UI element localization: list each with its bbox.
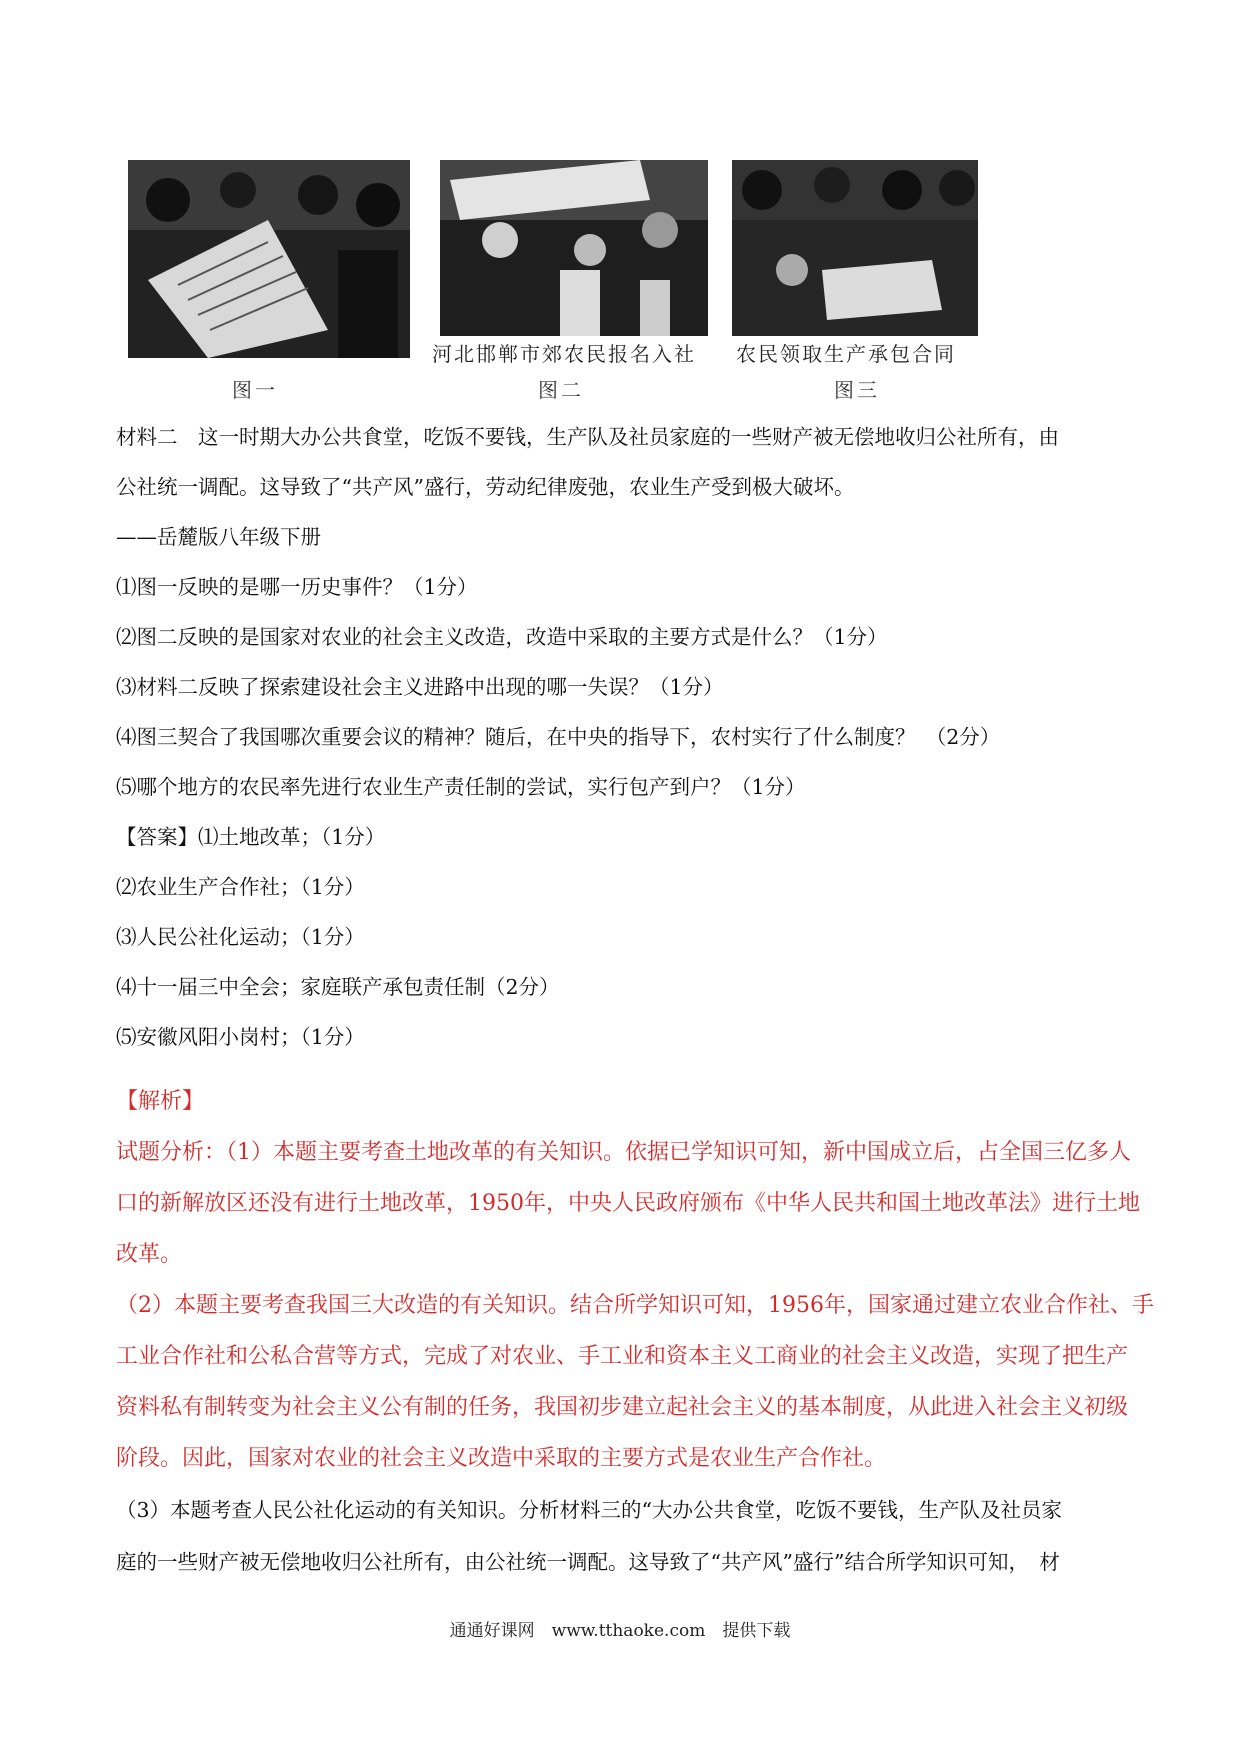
analysis-line: 工业合作社和公私合营等方式，完成了对农业、手工业和资本主义工商业的社会主义改造，实现了把生产 — [116, 1344, 1129, 1369]
material-and-questions — [116, 412, 1136, 1062]
photo-land-reform — [128, 160, 410, 358]
answer-1: 【答案】⑴土地改革；（1分） — [116, 825, 386, 849]
analysis-heading: 【解析】 — [116, 1089, 205, 1114]
analysis-line: 阶段。因此，国家对农业的社会主义改造中采取的主要方式是农业生产合作社。 — [116, 1446, 887, 1471]
analysis-line: 口的新解放区还没有进行土地改革，1950年，中央人民政府颁布《中华人民共和国土地改革法》进行土地 — [116, 1191, 1140, 1216]
analysis-line: 资料私有制转变为社会主义公有制的任务，我国初步建立起社会主义的基本制度，从此进入社会主义初级 — [116, 1395, 1129, 1420]
figure-3-caption: 农民领取生产承包合同 — [736, 342, 956, 366]
question-1: ⑴图一反映的是哪一历史事件？（1分） — [116, 575, 478, 599]
analysis-black-block — [116, 1484, 1136, 1588]
analysis-red-block — [116, 1076, 1154, 1484]
analysis-line: 改革。 — [116, 1242, 183, 1267]
figure-3-label: 图三 — [834, 378, 880, 402]
answer-2: ⑵农业生产合作社；（1分） — [116, 875, 365, 899]
analysis-line: （2）本题主要考查我国三大改造的有关知识。结合所学知识可知，1956年，国家通过建立农业合作社、手 — [116, 1293, 1154, 1318]
analysis-line: 试题分析：（1）本题主要考查土地改革的有关知识。依据已学知识可知，新中国成立后，占全国三亿多人 — [116, 1140, 1132, 1165]
figure-2-caption: 河北邯郸市郊农民报名入社 — [432, 342, 696, 366]
material2-line: 公社统一调配。这导致了“共产风”盛行，劳动纪律废弛，农业生产受到极大破坏。 — [116, 475, 855, 499]
question-5: ⑸哪个地方的农民率先进行农业生产责任制的尝试，实行包产到户？（1分） — [116, 775, 806, 799]
photo-contract — [732, 160, 978, 336]
photo-3-image — [732, 160, 978, 336]
analysis-line: 庭的一些财产被无偿地收归公社所有，由公社统一调配。这导致了“共产风”盛行”结合所学知识可知， 材 — [116, 1550, 1060, 1574]
photo-1-image — [128, 160, 410, 358]
question-3: ⑶材料二反映了探索建设社会主义进路中出现的哪一失误？（1分） — [116, 675, 724, 699]
photo-cooperative — [440, 160, 708, 336]
photo-2-image — [440, 160, 708, 336]
material2-source: ——岳麓版八年级下册 — [116, 525, 321, 549]
question-2: ⑵图二反映的是国家对农业的社会主义改造，改造中采取的主要方式是什么？（1分） — [116, 625, 888, 649]
analysis-line: （3）本题考查人民公社化运动的有关知识。分析材料三的“大办公共食堂，吃饭不要钱，生产队及社员家 — [116, 1498, 1063, 1522]
figure-2-label: 图二 — [538, 378, 584, 402]
answer-3: ⑶人民公社化运动；（1分） — [116, 925, 365, 949]
answer-4: ⑷十一届三中全会；家庭联产承包责任制（2分） — [116, 975, 560, 999]
question-4: ⑷图三契合了我国哪次重要会议的精神？随后，在中央的指导下，农村实行了什么制度？ （2分） — [116, 725, 1001, 749]
page-footer: 通通好课网 www.tthaoke.com 提供下载 — [449, 1621, 791, 1641]
figure-1-label: 图一 — [232, 378, 278, 402]
answer-5: ⑸安徽风阳小岗村；（1分） — [116, 1025, 365, 1049]
material2-line: 材料二 这一时期大办公共食堂，吃饭不要钱，生产队及社员家庭的一些财产被无偿地收归公社所有，由 — [116, 425, 1059, 449]
